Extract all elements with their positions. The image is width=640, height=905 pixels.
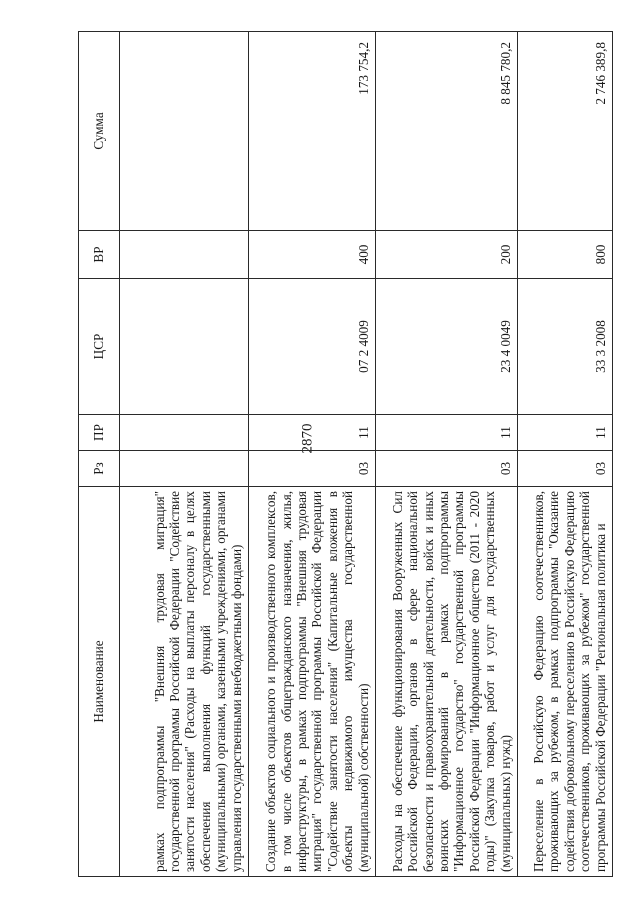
row-csr: 33 3 2008 xyxy=(518,279,613,415)
header-pr: ПР xyxy=(79,415,120,451)
table-row xyxy=(376,32,518,877)
header-csr: ЦСР xyxy=(79,279,120,415)
row-csr: 23 4 0049 xyxy=(376,279,518,415)
row-name: рамках подпрограммы "Внешняя трудовая миграция" государственной программы Российской Федерации "Содействие занятости населения" (Расходы на выплаты персоналу в целях обеспечения выполнения функций государственными (муниципальными) органами, казенными учреждениями, органами управления государственными внебюджетными фондами) xyxy=(120,487,249,877)
row-sum xyxy=(120,32,249,231)
page-number: 2870 xyxy=(299,423,316,454)
table-row xyxy=(249,32,376,877)
header-rz: Рз xyxy=(79,451,120,487)
row-csr: 07 2 4009 xyxy=(249,279,376,415)
header-sum: Сумма xyxy=(79,32,120,231)
row-vr: 400 xyxy=(249,231,376,279)
table-row xyxy=(120,32,249,877)
row-rz: 03 xyxy=(249,451,376,487)
budget-table xyxy=(78,31,613,877)
row-rz: 03 xyxy=(518,451,613,487)
table-row xyxy=(518,32,613,877)
row-vr: 200 xyxy=(376,231,518,279)
row-vr xyxy=(120,231,249,279)
budget-table-sheet xyxy=(78,32,618,877)
row-name: Создание объектов социального и производственного комплексов, в том числе объектов общегражданского назначения, жилья, инфраструктуры, в рамках подпрограммы "Внешняя трудовая миграция" государственной программы Российской Федерации "Содействие занятости населения" (Капитальные вложения в объекты недвижимого имущества государственной (муниципальной) собственности) xyxy=(249,487,376,877)
header-name: Наименование xyxy=(79,487,120,877)
row-sum: 8 845 780,2 xyxy=(376,32,518,231)
table-header-row xyxy=(79,32,120,877)
row-csr xyxy=(120,279,249,415)
row-pr xyxy=(120,415,249,451)
header-vr: ВР xyxy=(79,231,120,279)
row-sum: 173 754,2 xyxy=(249,32,376,231)
row-vr: 800 xyxy=(518,231,613,279)
row-pr: 11 xyxy=(518,415,613,451)
row-pr: 11 xyxy=(249,415,376,451)
row-sum: 2 746 389,8 xyxy=(518,32,613,231)
row-name: Расходы на обеспечение функционирования Вооруженных Сил Российской Федерации, органов в сфере национальной безопасности и правоохранительной деятельности, войск и иных воинских формирований в рамках подпрограммы "Информационное государство" государственной программы Российской Федерации "Информационное общество (2011 - 2020 годы)" (Закупка товаров, работ и услуг для государственных (муниципальных) нужд) xyxy=(376,487,518,877)
row-pr: 11 xyxy=(376,415,518,451)
row-name: Переселение в Российскую Федерацию соотечественников, проживающих за рубежом, в рамках подпрограммы "Оказание содействия добровольному переселению в Российскую Федерацию соотечественников, проживающих за рубежом" государственной программы Российской Федерации "Региональная политика и xyxy=(518,487,613,877)
row-rz: 03 xyxy=(376,451,518,487)
row-rz xyxy=(120,451,249,487)
